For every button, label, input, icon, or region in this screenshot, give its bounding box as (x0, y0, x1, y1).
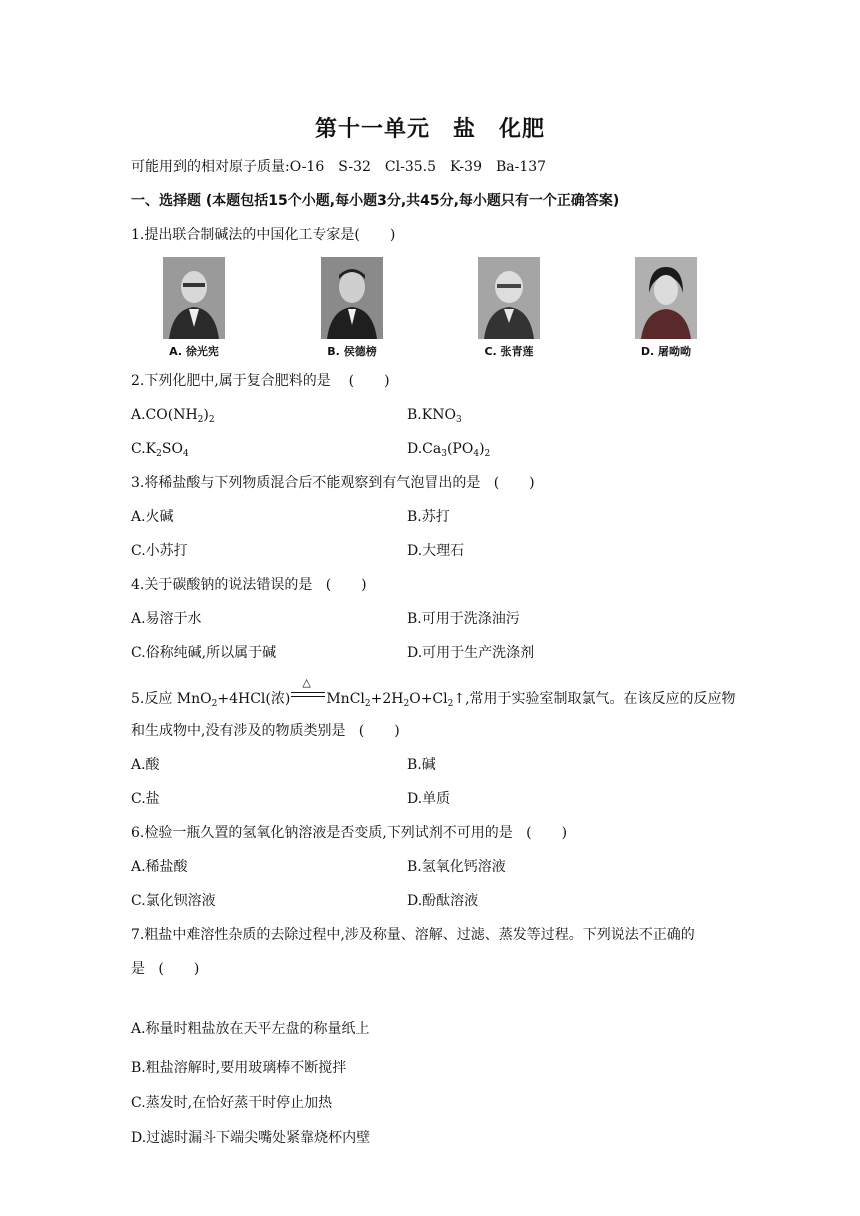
question-6-stem: 6.检验一瓶久置的氢氧化钠溶液是否变质,下列试剂不可用的是 (131, 825, 513, 841)
q7-option-b: B.粗盐溶解时,要用玻璃棒不断搅拌 (131, 1060, 347, 1076)
q3-option-d: D.大理石 (407, 543, 465, 559)
question-6: 6.检验一瓶久置的氢氧化钠溶液是否变质,下列试剂不可用的是 ( ) (131, 825, 568, 841)
q4-option-b: B.可用于洗涤油污 (407, 611, 520, 627)
portrait-a (163, 257, 225, 339)
q5-option-d: D.单质 (407, 791, 451, 807)
question-7-line2: 是 ( ) (131, 961, 200, 977)
question-1: 1.提出联合制碱法的中国化工专家是( ) (131, 227, 396, 243)
atomic-masses: 可能用到的相对原子质量:O-16 S-32 Cl-35.5 K-39 Ba-137 (131, 159, 547, 175)
portrait-b (321, 257, 383, 339)
question-1-stem: 1.提出联合制碱法的中国化工专家是 (131, 227, 355, 243)
q3-option-a: A.火碱 (131, 509, 174, 525)
q5-option-a: A.酸 (131, 757, 160, 773)
q7-option-d: D.过滤时漏斗下端尖嘴处紧靠烧杯内壁 (131, 1130, 371, 1146)
question-5: 5.反应 MnO$_2$+4HCl(浓) △ $MnCl_2+2H_2O+Cl_2↑$,常用于实验室制取氯气。在该反应的反应物 (131, 676, 736, 709)
q3-option-b: B.苏打 (407, 509, 450, 525)
q2-option-c: $C.K_2SO_4$ (131, 441, 189, 459)
section-heading: 一、选择题 (本题包括15个小题,每小题3分,共45分,每小题只有一个正确答案) (131, 193, 620, 209)
portrait-c (478, 257, 540, 339)
q7-option-a: A.称量时粗盐放在天平左盘的称量纸上 (131, 1021, 370, 1037)
caption-c: C. 张青莲 (484, 345, 534, 358)
q6-option-c: C.氯化钡溶液 (131, 893, 216, 909)
caption-b: B. 侯德榜 (327, 345, 377, 358)
portrait-d (635, 257, 697, 339)
question-5-line2: 和生成物中,没有涉及的物质类别是 ( ) (131, 723, 400, 739)
q5-option-c: C.盐 (131, 791, 160, 807)
question-3: 3.将稀盐酸与下列物质混合后不能观察到有气泡冒出的是 ( ) (131, 475, 535, 491)
q7-option-c: C.蒸发时,在恰好蒸干时停止加热 (131, 1095, 333, 1111)
page-title: 第十一单元 盐 化肥 (314, 117, 545, 142)
caption-a: A. 徐光宪 (169, 345, 219, 358)
question-2-stem: 2.下列化肥中,属于复合肥料的是 (131, 373, 331, 389)
q2-option-b: $B.KNO_3$ (407, 407, 462, 425)
q6-option-a: A.稀盐酸 (131, 859, 188, 875)
question-4-stem: 4.关于碳酸钠的说法错误的是 (131, 577, 313, 593)
question-4: 4.关于碳酸钠的说法错误的是 ( ) (131, 577, 367, 593)
q3-option-c: C.小苏打 (131, 543, 188, 559)
question-2: 2.下列化肥中,属于复合肥料的是 ( ) (131, 373, 390, 389)
caption-d: D. 屠呦呦 (640, 345, 692, 358)
q6-option-b: B.氢氧化钙溶液 (407, 859, 506, 875)
q6-option-d: D.酚酞溶液 (407, 893, 479, 909)
q2-option-a: $A.CO(NH_2)_2$ (131, 407, 215, 425)
question-3-stem: 3.将稀盐酸与下列物质混合后不能观察到有气泡冒出的是 (131, 475, 481, 491)
question-7-line1: 7.粗盐中难溶性杂质的去除过程中,涉及称量、溶解、过滤、蒸发等过程。下列说法不正确的 (131, 927, 695, 943)
q5-option-b: B.碱 (407, 757, 436, 773)
q4-option-a: A.易溶于水 (131, 611, 202, 627)
q2-option-d: $D.Ca_3(PO_4)_2$ (407, 441, 491, 459)
q4-option-d: D.可用于生产洗涤剂 (407, 645, 535, 661)
heat-condition: △ (291, 687, 325, 701)
q4-option-c: C.俗称纯碱,所以属于碱 (131, 645, 277, 661)
